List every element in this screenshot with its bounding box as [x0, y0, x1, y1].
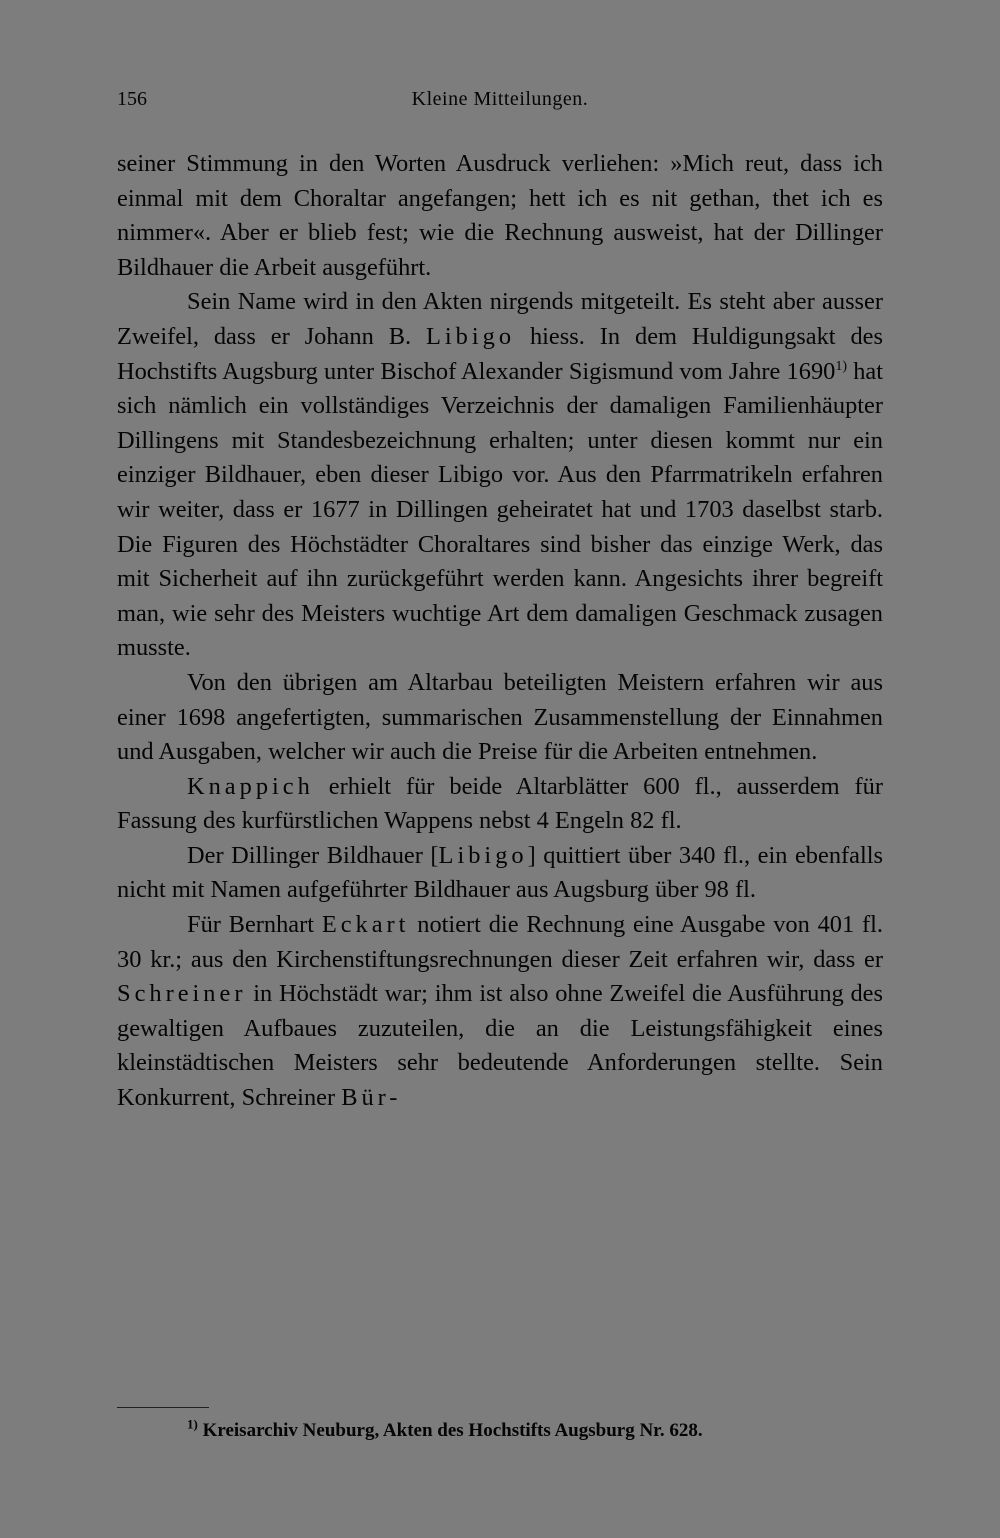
page-number: 156 — [117, 88, 147, 110]
paragraph-4-rest: erhielt für beide Altarblätter 600 fl., ausserdem für Fassung des kurfürstlichen Wappens nebst 4 Engeln 82 fl. — [117, 772, 883, 835]
paragraph-5-part-b: ] quittiert über 340 fl., ein ebenfalls nicht mit Namen aufgeführter Bildhauer aus Augsburg über 98 fl. — [117, 841, 884, 904]
body-text — [117, 147, 883, 1116]
spaced-name-buer: Bür- — [341, 1084, 402, 1112]
paragraph-2-part-c: hat sich nämlich ein vollständiges Verzeichnis der damaligen Familienhäupter Dillingens mit Standesbezeichnung erhalten; unter diesen kommt nur ein einziger Bildhauer, eben dieser Libigo vor. Aus den Pfarrmatrikeln erfahren wir weiter, dass er 1677 in Dillingen geheiratet hat und 1703 daselbst starb. Die Figuren des Höchstädter Choraltares sind bisher das einzige Werk, das mit Sicherheit auf ihn zurückgeführt werden kann. Angesichts ihrer begreift man, wie sehr des Meisters wuchtige Art dem damaligen Geschmack zusagen musste. — [117, 357, 883, 662]
paragraph-3-text: Von den übrigen am Altarbau beteiligten Meistern erfahren wir aus einer 1698 angefertigten, summarischen Zusammenstellung der Einnahmen und Ausgaben, welcher wir auch die Preise für die Arbeiten entnehmen. — [117, 668, 883, 766]
paragraph-2-part-a: Sein Name wird in den Akten nirgends mitgeteilt. Es steht aber ausser Zweifel, dass er Johann B. — [117, 288, 883, 350]
paragraph-6-part-a: Für Bernhart — [187, 911, 322, 939]
spaced-name-libigo-bracketed: Libigo — [438, 841, 528, 869]
paragraph-6-part-c: in Höchstädt war; ihm ist also ohne Zweifel die Ausführung des gewaltigen Aufbaues zuzuteilen, die an die Leistungsfähigkeit eines kleinstädtischen Meisters sehr bedeutende Anforderungen stellte. Sein Konkurrent, Schreiner — [117, 980, 883, 1112]
page-header — [117, 88, 883, 118]
spaced-name-eckart: Eckart — [321, 911, 410, 939]
paragraph-2 — [117, 285, 883, 666]
paragraph-5 — [117, 839, 883, 908]
spaced-word-schreiner: Schreiner — [117, 980, 247, 1008]
paragraph-1-text: seiner Stimmung in den Worten Ausdruck verliehen: »Mich reut, dass ich einmal mit dem Choraltar angefangen; hett ich es nit gethan, thet ich es nimmer«. Aber er blieb fest; wie die Rechnung ausweist, hat der Dillinger Bildhauer die Arbeit ausgeführt. — [117, 150, 883, 281]
paragraph-1 — [117, 147, 883, 285]
paragraph-4 — [117, 770, 883, 839]
footnote-marker: 1) — [187, 1416, 198, 1432]
paragraph-3 — [117, 666, 883, 770]
paragraph-5-part-a: Der Dillinger Bildhauer [ — [187, 841, 439, 869]
footnote-reference: 1) — [835, 358, 848, 374]
spaced-name-knappich: Knappich — [187, 772, 314, 800]
paragraph-2-part-b: hiess. In dem Huldigungsakt des Hochstifts Augsburg unter Bischof Alexander Sigismund vom Jahre 1690 — [117, 322, 883, 385]
footnote-text: Kreisarchiv Neuburg, Akten des Hochstifts Augsburg Nr. 628. — [197, 1420, 703, 1441]
paragraph-6 — [117, 908, 883, 1116]
running-title: Kleine Mitteilungen. — [411, 88, 589, 110]
footnote-divider — [117, 1407, 209, 1408]
footnote — [187, 1418, 887, 1444]
paragraph-6-part-b: notiert die Rechnung eine Ausgabe von 401 fl. 30 kr.; aus den Kirchenstiftungsrechnungen dieser Zeit erfahren wir, dass er — [117, 911, 883, 973]
spaced-name-libigo: Libigo — [425, 322, 516, 350]
